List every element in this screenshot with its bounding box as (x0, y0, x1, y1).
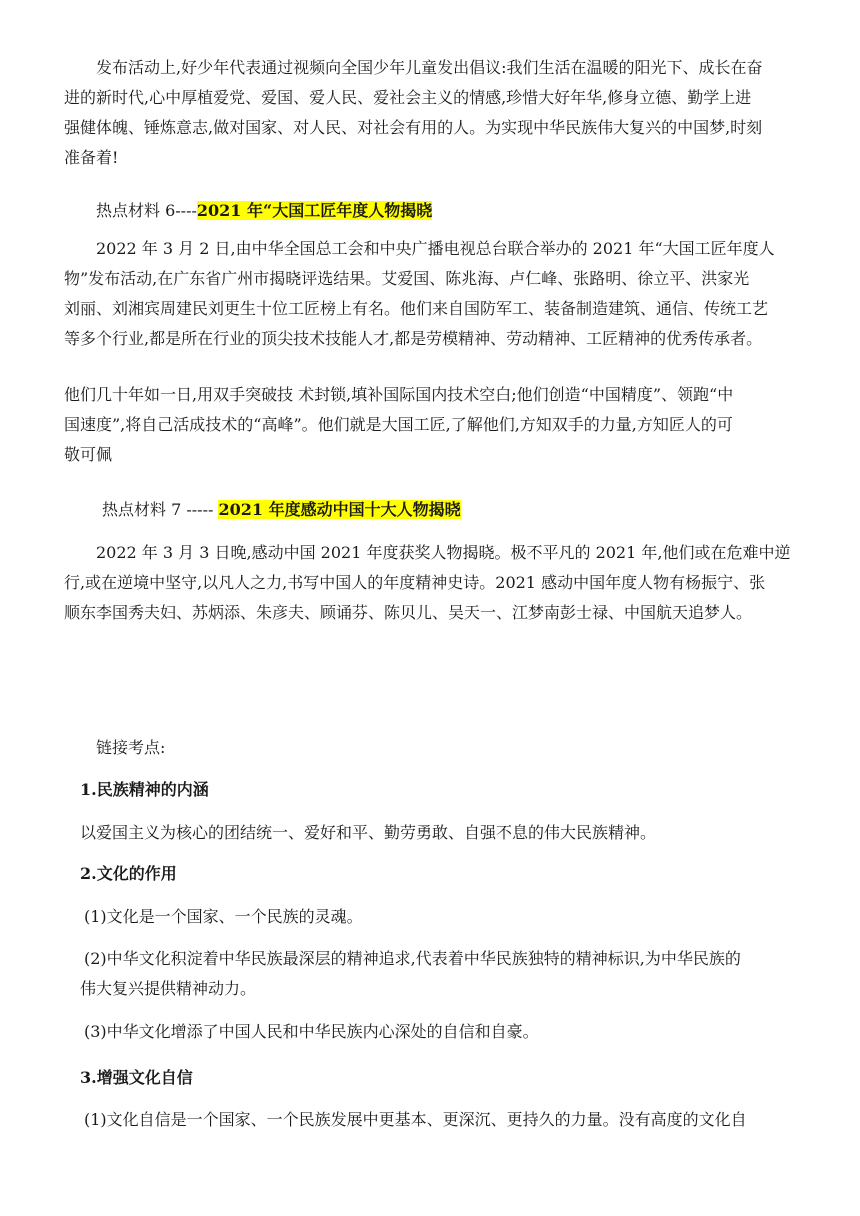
section-2-item-1: (1)文化是一个国家、一个民族的灵魂。 (84, 907, 363, 926)
text-line: 行,或在逆境中坚守,以凡人之力,书写中国人的年度精神史诗。2021 感动中国年度人物有杨振宁、张 (64, 573, 766, 592)
text-line: 2022 年 3 月 3 日晚,感动中国 2021 年度获奖人物揭晓。极不平凡的 2021 年,他们或在危难中逆 (80, 543, 791, 562)
text-line: 刘丽、刘湘宾周建民刘更生十位工匠榜上有名。他们来自国防军工、装备制造建筑、通信、传统工艺 (64, 299, 769, 318)
text-line: 进的新时代,心中厚植爱党、爱国、爱人民、爱社会主义的情感,珍惜大好年华,修身立德、勤学上进 (64, 88, 752, 107)
section-2-item-2: (2)中华文化积淀着中华民族最深层的精神追求,代表着中华民族独特的精神标识,为中华民族的 伟大复兴提供精神动力。 (80, 949, 741, 998)
section-3-title: 3.增强文化自信 (80, 1068, 193, 1087)
heading-material-6 (80, 196, 812, 226)
highlighted-heading: 2021 年“大国工匠年度人物揭晓 (196, 201, 433, 220)
text-line: 强健体魄、锤炼意志,做对国家、对人民、对社会有用的人。为实现中华民族伟大复兴的中国梦,时刻 (64, 118, 763, 137)
paragraph-craftsmen (64, 234, 812, 354)
text-line: 2022 年 3 月 2 日,由中华全国总工会和中央广播电视总台联合举办的 2021 年“大国工匠年度人 (80, 239, 775, 258)
paragraph-pledge (64, 53, 812, 173)
highlighted-heading: 2021 年度感动中国十大人物揭晓 (218, 500, 461, 519)
text-line: 顺东李国秀夫妇、苏炳添、朱彦夫、顾诵芬、陈贝儿、吴天一、江梦南彭士禄、中国航天追梦人。 (64, 603, 753, 622)
text-line: 敬可佩 (64, 445, 113, 464)
section-links-title: 链接考点: (80, 738, 166, 757)
text-line: 国速度”,将自己活成技术的“高峰”。他们就是大国工匠,了解他们,方知双手的力量,方知匠人的可 (64, 415, 733, 434)
heading-material-7 (86, 495, 818, 525)
text-line: 准备着! (64, 148, 119, 167)
section-2-title: 2.文化的作用 (80, 864, 177, 883)
paragraph-craftsmen-cont (64, 380, 812, 470)
text-line: 等多个行业,都是所在行业的顶尖技术技能人才,都是劳模精神、劳动精神、工匠精神的优秀传承者。 (64, 329, 763, 348)
paragraph-touching-china (64, 538, 812, 628)
heading-prefix: 热点材料 6---- (80, 201, 197, 220)
section-1-text: 以爱国主义为核心的团结统一、爱好和平、勤劳勇敢、自强不息的伟大民族精神。 (80, 823, 657, 842)
text-line: 发布活动上,好少年代表通过视频向全国少年儿童发出倡议:我们生活在温暖的阳光下、成长在奋 (80, 58, 763, 77)
section-2-item-3: (3)中华文化增添了中国人民和中华民族内心深处的自信和自豪。 (84, 1022, 539, 1041)
heading-prefix: 热点材料 7 ----- (86, 500, 219, 519)
section-3-item-1: (1)文化自信是一个国家、一个民族发展中更基本、更深沉、更持久的力量。没有高度的文化自 (84, 1110, 747, 1129)
text-line: 他们几十年如一日,用双手突破技 术封锁,填补国际国内技术空白;他们创造“中国精度”、领跑“中 (64, 385, 734, 404)
text-line: 物”发布活动,在广东省广州市揭晓评选结果。艾爱国、陈兆海、卢仁峰、张路明、徐立平、洪家光 (64, 269, 750, 288)
section-1-title: 1.民族精神的内涵 (80, 780, 209, 799)
